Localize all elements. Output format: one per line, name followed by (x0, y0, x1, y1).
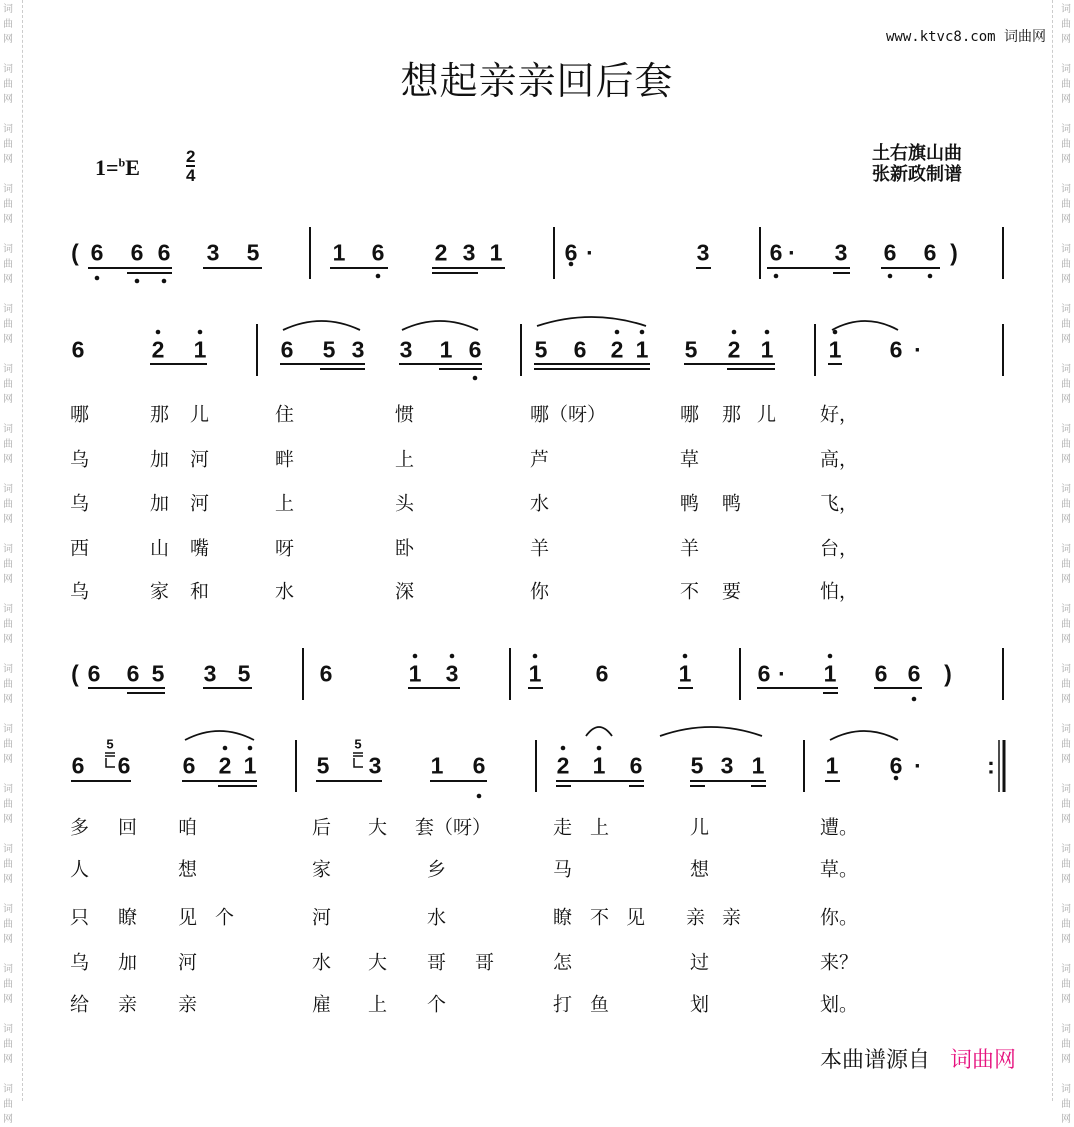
lyric-syllable: 雇 (312, 993, 332, 1016)
lyric-syllable: 乡 (427, 858, 447, 881)
note: 6 (769, 239, 783, 266)
lyric-syllable: 上 (368, 993, 388, 1016)
low-octave-dot (477, 794, 482, 799)
note: 1 (592, 752, 606, 779)
note: 6 (71, 336, 85, 363)
note: 6 (71, 752, 85, 779)
lyric-syllable: 儿 (690, 816, 710, 839)
high-octave-dot (683, 654, 688, 659)
note: 6 (157, 239, 171, 266)
watermark-glyphs: 词曲网 (1061, 604, 1071, 645)
lyric-syllable: 不 (680, 580, 700, 603)
lyric-syllable: 家 (312, 858, 332, 881)
note: 1 (243, 752, 257, 779)
lyric-syllable: 怕， (820, 580, 859, 603)
lyric-syllable: 怎 (553, 951, 573, 974)
lyric-syllable: 呀 (275, 537, 295, 560)
lyric-syllable: 台， (820, 537, 859, 560)
grace-slur-icon (106, 758, 115, 767)
note: 1 (408, 660, 422, 687)
repeat-sign: : (987, 752, 995, 779)
grace-note: 5 (354, 736, 362, 752)
lyric-syllable: 个 (427, 993, 447, 1016)
key-tonic: 1= (95, 155, 119, 180)
lyric-syllable: 飞， (820, 492, 859, 515)
parenthesis: ) (944, 660, 952, 687)
grace-slur-icon (354, 758, 363, 767)
note: 2 (434, 239, 448, 266)
watermark-glyphs: 词曲网 (3, 1084, 13, 1125)
low-octave-dot (888, 274, 893, 279)
lyric-syllable: 想 (178, 858, 198, 881)
lyric-syllable: 多 (70, 816, 90, 839)
watermark-glyphs: 词曲网 (3, 904, 13, 945)
high-octave-dot (833, 330, 838, 335)
note: 1 (751, 752, 765, 779)
watermark-glyphs: 词曲网 (3, 244, 13, 285)
lyric-syllable: 亲 (118, 993, 138, 1016)
note: 1 (760, 336, 774, 363)
watermark-glyphs: 词曲网 (1061, 484, 1071, 525)
note: 6 (182, 752, 196, 779)
slur (830, 731, 898, 740)
song-title: 想起亲亲回后套 (400, 59, 674, 103)
augmentation-dot: · (914, 752, 922, 779)
watermark-glyphs: 词曲网 (1061, 544, 1071, 585)
watermark-glyphs: 词曲网 (1061, 904, 1071, 945)
note: 3 (445, 660, 459, 687)
lyric-syllable: 家 (150, 580, 170, 603)
note: 3 (399, 336, 413, 363)
watermark-glyphs: 词曲网 (1061, 4, 1071, 45)
lyric-syllable: 上 (590, 816, 610, 839)
high-octave-dot (198, 330, 203, 335)
time-top: 2 (186, 147, 196, 166)
high-octave-dot (561, 746, 566, 751)
low-octave-dot (774, 274, 779, 279)
note: 6 (573, 336, 587, 363)
high-octave-dot (640, 330, 645, 335)
note: 6 (629, 752, 643, 779)
note: 6 (87, 660, 101, 687)
lyric-syllable: 马 (553, 858, 573, 881)
low-octave-dot (135, 279, 140, 284)
watermark-glyphs: 词曲网 (3, 4, 13, 45)
note: 2 (151, 336, 165, 363)
note: 6 (595, 660, 609, 687)
high-octave-dot (450, 654, 455, 659)
lyric-syllable: 亲 (722, 906, 742, 929)
note: 1 (332, 239, 346, 266)
credit-origin: 土右旗山曲 (872, 143, 962, 164)
watermark-glyphs: 词曲网 (1061, 424, 1071, 465)
lyric-syllable: 羊 (680, 537, 700, 560)
lyric-syllable: 给 (70, 993, 90, 1016)
note: 5 (684, 336, 698, 363)
note: 1 (678, 660, 692, 687)
lyric-syllable: 亲 (686, 906, 706, 929)
augmentation-dot: · (914, 336, 922, 363)
note: 6 (319, 660, 333, 687)
lyric-syllable: 哥 (475, 951, 495, 974)
high-octave-dot (732, 330, 737, 335)
watermark-glyphs: 词曲网 (1061, 64, 1071, 105)
time-bottom: 4 (186, 166, 196, 185)
lyric-syllable: 你 (530, 580, 550, 603)
slur (185, 731, 254, 740)
watermark-glyphs: 词曲网 (1061, 184, 1071, 225)
slur (283, 321, 360, 330)
lyric-syllable: 深 (395, 580, 415, 603)
lyric-syllable: 上 (275, 492, 295, 515)
watermark-glyphs: 词曲网 (3, 484, 13, 525)
high-octave-dot (156, 330, 161, 335)
note: 1 (430, 752, 444, 779)
lyric-syllable: 草。 (820, 858, 859, 881)
watermark-glyphs: 词曲网 (1061, 664, 1071, 705)
lyric-syllable: 遭。 (820, 816, 859, 839)
note: 6 (117, 752, 131, 779)
note: 6 (468, 336, 482, 363)
low-octave-dot (95, 276, 100, 281)
lyric-syllable: 见 (178, 906, 198, 929)
lyric-syllable: 水 (275, 580, 295, 603)
note: 1 (825, 752, 839, 779)
lyric-syllable: 和 (190, 580, 210, 603)
watermark-glyphs: 词曲网 (1061, 1084, 1071, 1125)
note: 3 (834, 239, 848, 266)
parenthesis: ( (71, 660, 79, 687)
watermark-glyphs: 词曲网 (3, 424, 13, 465)
note: 1 (489, 239, 503, 266)
watermark-glyphs: 词曲网 (3, 184, 13, 225)
note: 5 (151, 660, 165, 687)
watermark-glyphs: 词曲网 (3, 124, 13, 165)
lyric-syllable: 那 (722, 403, 742, 426)
lyric-syllable: 头 (395, 492, 415, 515)
lyric-syllable: 过 (690, 951, 710, 974)
low-octave-dot (162, 279, 167, 284)
watermark-glyphs: 词曲网 (3, 784, 13, 825)
note: 1 (823, 660, 837, 687)
lyric-syllable: 亲 (178, 993, 198, 1016)
note: 6 (472, 752, 486, 779)
lyric-syllable: 羊 (530, 537, 550, 560)
watermark-glyphs: 词曲网 (1061, 1024, 1071, 1065)
lyric-syllable: 西 (70, 537, 90, 560)
high-octave-dot (533, 654, 538, 659)
site-url: www.ktvc8.com (885, 29, 996, 45)
lyric-syllable: 要 (722, 580, 742, 603)
note: 1 (635, 336, 649, 363)
lyric-syllable: 住 (275, 403, 295, 426)
low-octave-dot (928, 274, 933, 279)
lyric-syllable: 水 (530, 492, 550, 515)
note: 6 (564, 239, 578, 266)
note: 6 (874, 660, 888, 687)
note: 6 (90, 239, 104, 266)
lyric-syllable: 瞭 (553, 906, 573, 929)
note: 1 (193, 336, 207, 363)
high-octave-dot (615, 330, 620, 335)
note: 3 (696, 239, 710, 266)
lyric-syllable: 想 (690, 858, 710, 881)
lyric-syllable: 儿 (757, 403, 777, 426)
lyric-syllable: 芦 (530, 448, 550, 471)
low-octave-dot (473, 376, 478, 381)
slur (832, 321, 898, 330)
flat-sign: b (118, 155, 126, 170)
lyric-syllable: 河 (178, 951, 198, 974)
lyric-syllable: 那 (150, 403, 170, 426)
lyric-syllable: 河 (190, 448, 210, 471)
lyric-syllable: 儿 (190, 403, 210, 426)
high-octave-dot (765, 330, 770, 335)
augmentation-dot: · (586, 239, 594, 266)
note: 5 (237, 660, 251, 687)
high-octave-dot (223, 746, 228, 751)
lyric-syllable: 只 (70, 906, 90, 929)
lyric-syllable: 划。 (820, 993, 859, 1016)
lyric-syllable: 瞭 (118, 906, 138, 929)
note: 2 (556, 752, 570, 779)
note: 3 (462, 239, 476, 266)
lyric-syllable: 鱼 (590, 993, 610, 1016)
lyric-syllable: 不 (590, 906, 610, 929)
watermark-glyphs: 词曲网 (3, 664, 13, 705)
watermark-glyphs: 词曲网 (3, 544, 13, 585)
lyric-syllable: 大 (368, 951, 388, 974)
lyric-syllable: 后 (312, 816, 332, 839)
watermark-glyphs: 词曲网 (1061, 724, 1071, 765)
watermark-glyphs: 词曲网 (1061, 784, 1071, 825)
lyric-syllable: 个 (215, 906, 235, 929)
note: 6 (130, 239, 144, 266)
note: 6 (907, 660, 921, 687)
lyric-syllable: 乌 (70, 951, 90, 974)
key-note: E (125, 155, 140, 180)
watermark-glyphs: 词曲网 (1061, 844, 1071, 885)
watermark-glyphs: 词曲网 (3, 1024, 13, 1065)
lyric-syllable: 畔 (275, 448, 295, 471)
augmentation-dot: · (788, 239, 796, 266)
note: 3 (206, 239, 220, 266)
lyric-syllable: 山 (150, 537, 170, 560)
note: 5 (322, 336, 336, 363)
lyric-syllable: 乌 (70, 580, 90, 603)
lyric-syllable: 哥 (427, 951, 447, 974)
note: 6 (883, 239, 897, 266)
lyric-syllable: 哪（呀） (530, 403, 607, 426)
note: 5 (316, 752, 330, 779)
note: 6 (889, 752, 903, 779)
watermark-glyphs: 词曲网 (3, 304, 13, 345)
note: 6 (889, 336, 903, 363)
watermark-glyphs: 词曲网 (3, 64, 13, 105)
parenthesis: ( (71, 239, 79, 266)
lyric-syllable: 水 (312, 951, 332, 974)
parenthesis: ) (950, 239, 958, 266)
lyric-syllable: 你。 (820, 906, 859, 929)
lyric-syllable: 鸭 (722, 492, 742, 515)
slur (402, 321, 478, 330)
note: 5 (690, 752, 704, 779)
site-name: 词曲网 (1004, 29, 1046, 45)
lyric-syllable: 乌 (70, 448, 90, 471)
lyric-syllable: 河 (312, 906, 332, 929)
note: 1 (828, 336, 842, 363)
lyric-syllable: 大 (368, 816, 388, 839)
lyric-syllable: 人 (70, 858, 90, 881)
lyric-syllable: 套（呀） (415, 816, 492, 839)
lyric-syllable: 哪 (680, 403, 700, 426)
slur (660, 727, 762, 736)
note: 3 (720, 752, 734, 779)
note: 3 (203, 660, 217, 687)
lyric-syllable: 嘴 (190, 537, 210, 560)
watermark-glyphs: 词曲网 (3, 724, 13, 765)
note: 5 (534, 336, 548, 363)
note: 2 (727, 336, 741, 363)
lyric-syllable: 上 (395, 448, 415, 471)
note: 1 (439, 336, 453, 363)
note: 3 (351, 336, 365, 363)
lyric-syllable: 见 (626, 906, 646, 929)
lyric-syllable: 卧 (395, 537, 415, 560)
watermark-glyphs: 词曲网 (1061, 304, 1071, 345)
credit-arranger: 张新政制谱 (872, 164, 962, 185)
lyric-syllable: 哪 (70, 403, 90, 426)
watermark-glyphs: 词曲网 (1061, 124, 1071, 165)
watermark-glyphs: 词曲网 (1061, 244, 1071, 285)
watermark-glyphs: 词曲网 (3, 364, 13, 405)
lyric-syllable: 惯 (395, 403, 415, 426)
high-octave-dot (597, 746, 602, 751)
watermark-glyphs: 词曲网 (3, 964, 13, 1005)
lyric-syllable: 回 (118, 816, 138, 839)
lyric-syllable: 加 (150, 492, 170, 515)
note: 6 (923, 239, 937, 266)
lyric-syllable: 草 (680, 448, 700, 471)
note: 2 (610, 336, 624, 363)
note: 6 (126, 660, 140, 687)
watermark-glyphs: 词曲网 (3, 844, 13, 885)
low-octave-dot (912, 697, 917, 702)
lyric-syllable: 来？ (820, 951, 859, 974)
lyric-syllable: 加 (118, 951, 138, 974)
high-octave-dot (248, 746, 253, 751)
note: 2 (218, 752, 232, 779)
lyric-syllable: 乌 (70, 492, 90, 515)
lyric-syllable: 好， (820, 403, 859, 426)
lyric-syllable: 划 (690, 993, 710, 1016)
lyric-syllable: 打 (553, 993, 573, 1016)
augmentation-dot: · (778, 660, 786, 687)
source-brand-link[interactable]: 词曲网 (950, 1048, 1017, 1073)
source-footer (820, 1043, 1016, 1074)
low-octave-dot (376, 274, 381, 279)
note: 6 (371, 239, 385, 266)
slur (537, 317, 646, 326)
high-octave-dot (413, 654, 418, 659)
lyric-syllable: 加 (150, 448, 170, 471)
watermark-glyphs: 词曲网 (3, 604, 13, 645)
lyric-syllable: 走 (553, 816, 573, 839)
lyric-syllable: 咱 (178, 816, 198, 839)
slur (586, 727, 612, 736)
note: 6 (280, 336, 294, 363)
lyric-syllable: 高， (820, 448, 859, 471)
note: 6 (757, 660, 771, 687)
source-text: 本曲谱源自 (820, 1048, 931, 1073)
lyric-syllable: 鸭 (680, 492, 700, 515)
note: 1 (528, 660, 542, 687)
grace-note: 5 (106, 736, 114, 752)
lyric-syllable: 水 (427, 906, 447, 929)
note: 5 (246, 239, 260, 266)
watermark-glyphs: 词曲网 (1061, 364, 1071, 405)
lyric-syllable: 河 (190, 492, 210, 515)
watermark-glyphs: 词曲网 (1061, 964, 1071, 1005)
note: 3 (368, 752, 382, 779)
high-octave-dot (828, 654, 833, 659)
